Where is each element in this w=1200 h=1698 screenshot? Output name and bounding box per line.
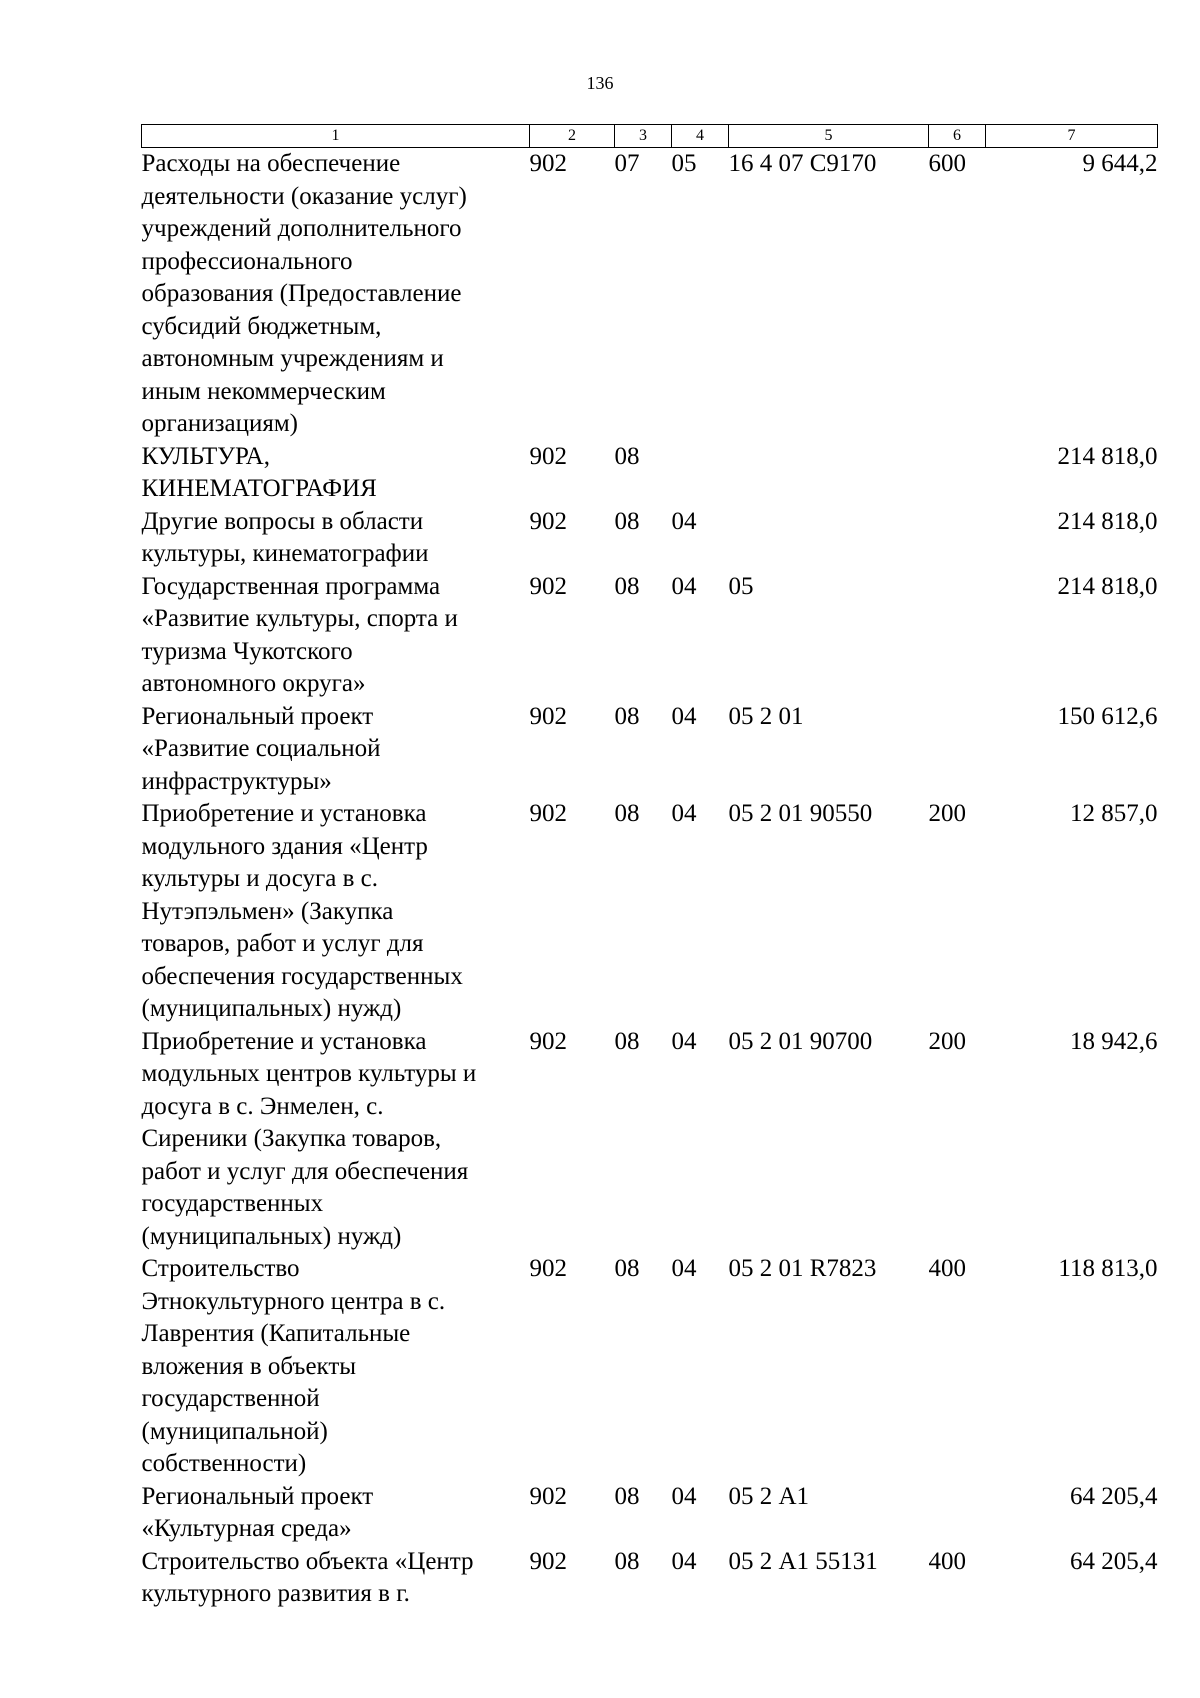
row-amount: 64 205,4: [1070, 1547, 1158, 1575]
row-name: Государственная программа «Развитие культуры, спорта и туризма Чукотского автономного округа»: [141, 572, 458, 697]
row-subsection-code: 04: [671, 1027, 697, 1055]
row-target-article: 16 4 07 С9170: [728, 150, 877, 177]
header-cell-target-article: 5: [729, 125, 929, 148]
row-target-article: 05 2 01 90700: [728, 1027, 873, 1055]
table-row: [142, 506, 1158, 571]
row-subsection-code: [672, 441, 729, 506]
row-expense-type: [929, 571, 986, 701]
row-expense-type: 600: [928, 150, 966, 177]
row-section-code: 07: [614, 150, 640, 177]
page-number: 136: [586, 73, 614, 93]
row-section-code: 08: [614, 1027, 640, 1055]
row-name: Строительство объекта «Центр культурного развития в г.: [141, 1547, 474, 1607]
row-ministry-code: 902: [529, 1482, 567, 1510]
row-target-article: 05 2 01 R7823: [728, 1255, 877, 1282]
row-section-code: 08: [614, 572, 640, 600]
row-amount: 9 644,2: [1082, 150, 1158, 177]
table-row: [142, 148, 1158, 441]
row-amount: 150 612,6: [1057, 702, 1158, 730]
header-cell-amount: 7: [986, 125, 1158, 148]
header-cell-ministry: 2: [530, 125, 615, 148]
row-section-code: 08: [614, 1482, 640, 1510]
row-subsection-code: 04: [671, 1482, 697, 1510]
table-row: [142, 1253, 1158, 1481]
row-name: Расходы на обеспечение деятельности (оказание услуг) учреждений дополнительного профессионального образования (Предоставление субсидий бюджетным, автономным учреждениям и иным некоммерческим организациям): [141, 150, 467, 437]
row-expense-type: [929, 701, 986, 799]
row-target-article: 05 2 А1: [728, 1482, 810, 1510]
row-name: Региональный проект «Развитие социальной инфраструктуры»: [141, 702, 381, 795]
table-row: [142, 701, 1158, 799]
header-cell-section: 3: [615, 125, 672, 148]
row-ministry-code: 902: [529, 442, 567, 470]
row-subsection-code: 04: [671, 572, 697, 600]
row-section-code: 08: [614, 442, 640, 470]
row-amount: 214 818,0: [1057, 572, 1158, 600]
row-ministry-code: 902: [529, 1547, 567, 1575]
row-subsection-code: 04: [671, 507, 697, 535]
header-cell-subsection: 4: [672, 125, 729, 148]
row-target-article: 05 2 01 90550: [728, 800, 873, 827]
row-section-code: 08: [614, 1255, 640, 1282]
row-ministry-code: 902: [529, 507, 567, 535]
row-expense-type: 400: [928, 1255, 966, 1282]
row-expense-type: [929, 1481, 986, 1546]
row-amount: 214 818,0: [1057, 442, 1158, 470]
row-ministry-code: 902: [529, 800, 567, 827]
row-name: Приобретение и установка модульного здания «Центр культуры и досуга в с. Нутэпэльмен» (Закупка товаров, работ и услуг для обеспечения государственных (муниципальных) нужд): [141, 800, 463, 1022]
table-header-row: [142, 125, 1158, 148]
table-row: [142, 1481, 1158, 1546]
row-amount: 18 942,6: [1070, 1027, 1158, 1055]
row-subsection-code: 04: [671, 702, 697, 730]
row-section-code: 08: [614, 702, 640, 730]
row-name: Строительство Этнокультурного центра в с. Лаврентия (Капитальные вложения в объекты государственной (муниципальной) собственности): [141, 1255, 446, 1477]
row-target-article: [729, 441, 929, 506]
row-expense-type: [929, 441, 986, 506]
budget-table: [141, 124, 1158, 1611]
row-amount: 12 857,0: [1070, 800, 1158, 827]
row-amount: 64 205,4: [1070, 1482, 1158, 1510]
row-subsection-code: 04: [671, 1547, 697, 1575]
row-target-article: 05 2 01: [728, 702, 804, 730]
table-row: [142, 1026, 1158, 1254]
row-section-code: 08: [614, 507, 640, 535]
table-row: [142, 798, 1158, 1026]
row-amount: 214 818,0: [1057, 507, 1158, 535]
row-name: КУЛЬТУРА, КИНЕМАТОГРАФИЯ: [141, 442, 377, 502]
row-section-code: 08: [614, 800, 640, 827]
row-name: Другие вопросы в области культуры, кинематографии: [141, 507, 429, 567]
row-subsection-code: 04: [671, 800, 697, 827]
header-cell-name: 1: [142, 125, 530, 148]
row-expense-type: 200: [928, 800, 966, 827]
row-name: Приобретение и установка модульных центров культуры и досуга в с. Энмелен, с. Сиреники (Закупка товаров, работ и услуг для обеспечения государственных (муниципальных) нужд): [141, 1027, 477, 1250]
row-target-article: [729, 506, 929, 571]
row-expense-type: 400: [928, 1547, 966, 1575]
row-ministry-code: 902: [529, 572, 567, 600]
row-amount: 118 813,0: [1058, 1255, 1158, 1282]
row-ministry-code: 902: [529, 1255, 567, 1282]
row-subsection-code: 05: [671, 150, 697, 177]
row-expense-type: [929, 506, 986, 571]
row-target-article: 05 2 А1 55131: [728, 1547, 878, 1575]
table-row: [142, 571, 1158, 701]
row-target-article: 05: [728, 572, 754, 600]
table-row: [142, 1546, 1158, 1611]
row-expense-type: 200: [928, 1027, 966, 1055]
row-section-code: 08: [614, 1547, 640, 1575]
table-row: [142, 441, 1158, 506]
header-cell-expense-type: 6: [929, 125, 986, 148]
row-ministry-code: 902: [529, 702, 567, 730]
row-ministry-code: 902: [529, 1027, 567, 1055]
row-ministry-code: 902: [529, 150, 567, 177]
row-subsection-code: 04: [671, 1255, 697, 1282]
row-name: Региональный проект «Культурная среда»: [141, 1482, 374, 1542]
